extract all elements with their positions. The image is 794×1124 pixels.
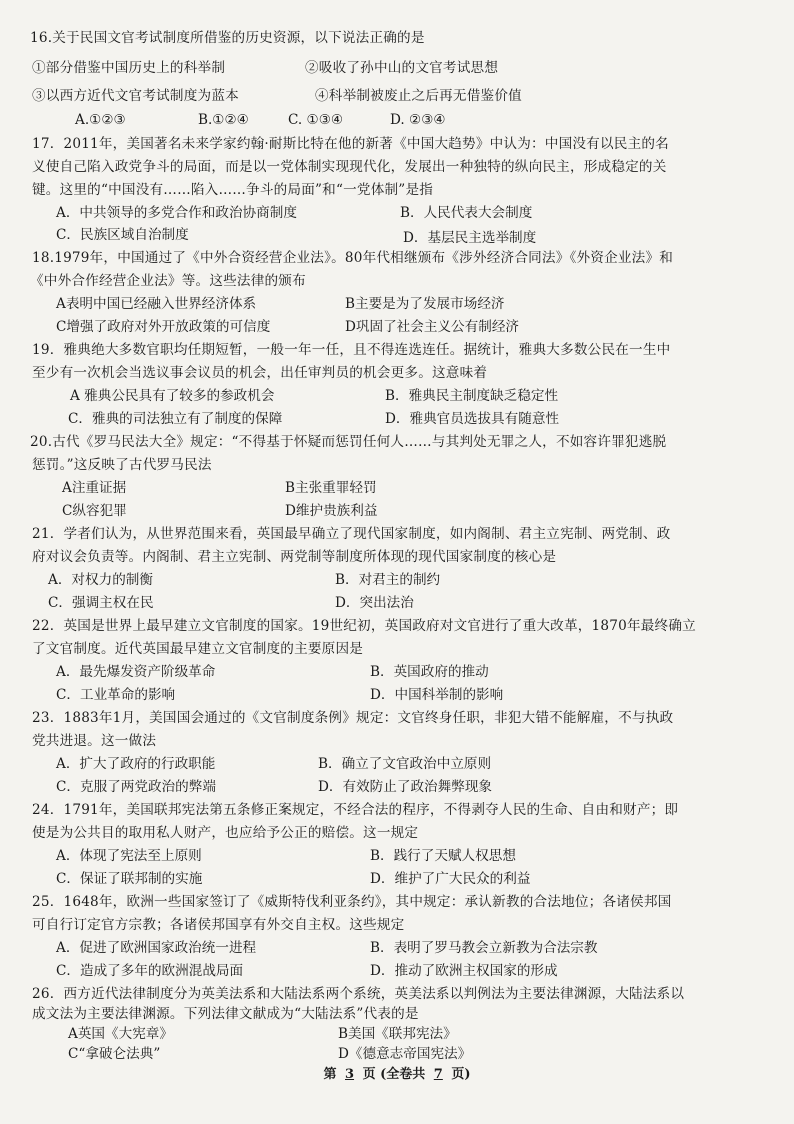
q16-option-c: C. ①③④ bbox=[288, 112, 344, 128]
q20-option-b: B主张重罪轻罚 bbox=[285, 480, 377, 496]
footer-prefix: 第 bbox=[323, 1067, 337, 1082]
q16-option-b: B.①②④ bbox=[198, 112, 249, 128]
q16-statement-4: ④科举制被废止之后再无借鉴价值 bbox=[315, 88, 522, 104]
q23-stem-line-2: 党共进退。这一做法 bbox=[32, 733, 157, 749]
q22-stem-line-1: 22．英国是世界上最早建立文官制度的国家。19世纪初，英国政府对文官进行了重大改革，1870年最终确立 bbox=[32, 618, 696, 634]
q25-option-d: D．推动了欧洲主权国家的形成 bbox=[370, 963, 558, 979]
q21-option-c: C．强调主权在民 bbox=[48, 595, 154, 611]
q17-option-c: C．民族区域自治制度 bbox=[56, 227, 189, 243]
q23-option-c: C．克服了两党政治的弊端 bbox=[56, 779, 216, 795]
q16-option-a: A.①②③ bbox=[75, 112, 126, 128]
q17-stem-line-1: 17．2011年，美国著名未来学家约翰·耐斯比特在他的新著《中国大趋势》中认为：中国没有以民主的名 bbox=[32, 136, 669, 152]
q20-stem-line-2: 惩罚。”这反映了古代罗马民法 bbox=[32, 457, 212, 473]
q22-stem-line-2: 了文官制度。近代英国最早建立文官制度的主要原因是 bbox=[32, 641, 364, 657]
q16-statement-3: ③以西方近代文官考试制度为蓝本 bbox=[32, 88, 239, 104]
q19-option-d: D．雅典官员选拔具有随意性 bbox=[385, 411, 560, 427]
q26-option-a: A英国《大宪章》 bbox=[68, 1026, 173, 1042]
q16-stem-line-1: 16.关于民国文官考试制度所借鉴的历史资源，以下说法正确的是 bbox=[30, 30, 425, 46]
q19-option-b: B．雅典民主制度缺乏稳定性 bbox=[385, 388, 559, 404]
q16-statement-1: ①部分借鉴中国历史上的科举制 bbox=[32, 60, 226, 76]
q26-stem-line-2: 成文法为主要法律渊源。下列法律文献成为“大陆法系”代表的是 bbox=[32, 1006, 419, 1022]
q24-option-b: B．践行了天赋人权思想 bbox=[370, 848, 516, 864]
q25-option-b: B．表明了罗马教会立新教为合法宗教 bbox=[370, 940, 598, 956]
q20-stem-line-1: 20.古代《罗马民法大全》规定：“不得基于怀疑而惩罚任何人……与其判处无罪之人，不如容许罪犯逃脱 bbox=[30, 434, 667, 450]
footer-middle: 页 (全卷共 bbox=[362, 1067, 426, 1082]
q26-option-c: C“拿破仑法典” bbox=[68, 1046, 161, 1062]
q18-stem-line-2: 《中外合作经营企业法》等。这些法律的颁布 bbox=[30, 273, 306, 289]
page-footer bbox=[0, 1063, 794, 1082]
q18-option-d: D巩固了社会主义公有制经济 bbox=[345, 319, 520, 335]
q16-statement-2: ②吸收了孙中山的文官考试思想 bbox=[305, 60, 499, 76]
q20-option-d: D维护贵族利益 bbox=[285, 503, 378, 519]
q19-stem-line-1: 19．雅典绝大多数官职均任期短暂，一般一年一任，且不得连选连任。据统计，雅典大多数公民在一生中 bbox=[32, 342, 671, 358]
q20-option-a: A注重证据 bbox=[62, 480, 127, 496]
q26-stem-line-1: 26．西方近代法律制度分为英美法系和大陆法系两个系统，英美法系以判例法为主要法律渊源，大陆法系以 bbox=[32, 986, 685, 1002]
q18-option-c: C增强了政府对外开放政策的可信度 bbox=[56, 319, 271, 335]
q21-option-b: B．对君主的制约 bbox=[335, 572, 441, 588]
q19-option-a: A 雅典公民具有了较多的参政机会 bbox=[70, 388, 275, 404]
q18-stem-line-1: 18.1979年，中国通过了《中外合资经营企业法》。80年代相继颁布《涉外经济合同法》《外资企业法》和 bbox=[32, 250, 674, 266]
q16-option-d: D. ②③④ bbox=[390, 112, 446, 128]
q20-option-c: C纵容犯罪 bbox=[62, 503, 127, 519]
q23-option-d: D．有效防止了政治舞弊现象 bbox=[318, 779, 493, 795]
q17-stem-line-2: 义使自己陷入政党争斗的局面，而是以一党体制实现现代化，发展出一种独特的纵向民主，形成稳定的关 bbox=[32, 159, 667, 175]
q24-stem-line-1: 24．1791年，美国联邦宪法第五条修正案规定，不经合法的程序，不得剥夺人民的生命、自由和财产；即 bbox=[32, 802, 679, 818]
footer-page-number: 3 bbox=[345, 1067, 355, 1082]
q25-stem-line-2: 可自行订定官方宗教；各诸侯邦国享有外交自主权。这些规定 bbox=[32, 917, 405, 933]
q18-option-b: B主要是为了发展市场经济 bbox=[345, 296, 505, 312]
q22-option-b: B．英国政府的推动 bbox=[370, 664, 489, 680]
q24-option-c: C．保证了联邦制的实施 bbox=[56, 871, 203, 887]
q17-option-d: D．基层民主选举制度 bbox=[403, 230, 537, 246]
q26-option-b: B美国《联邦宪法》 bbox=[338, 1026, 457, 1042]
q25-stem-line-1: 25．1648年，欧洲一些国家签订了《威斯特伐利亚条约》，其中规定：承认新教的合法地位；各诸侯邦国 bbox=[32, 894, 672, 910]
q24-stem-line-2: 使是为公共目的取用私人财产，也应给予公正的赔偿。这一规定 bbox=[32, 825, 419, 841]
q22-option-a: A．最先爆发资产阶级革命 bbox=[56, 664, 216, 680]
q21-option-a: A．对权力的制衡 bbox=[48, 572, 153, 588]
q21-stem-line-2: 府对议会负责等。内阁制、君主立宪制、两党制等制度所体现的现代国家制度的核心是 bbox=[32, 549, 557, 565]
q19-stem-line-2: 至少有一次机会当选议事会议员的机会，出任审判员的机会更多。这意味着 bbox=[32, 365, 488, 381]
q17-stem-line-3: 键。这里的“中国没有……陷入……争斗的局面”和“一党体制”是指 bbox=[32, 182, 434, 198]
q18-option-a: A表明中国已经融入世界经济体系 bbox=[56, 296, 257, 312]
q21-stem-line-1: 21．学者们认为，从世界范围来看，英国最早确立了现代国家制度，如内阁制、君主立宪制、两党制、政 bbox=[32, 526, 671, 542]
footer-total-pages: 7 bbox=[433, 1067, 443, 1082]
q17-option-b: B．人民代表大会制度 bbox=[400, 205, 533, 221]
q23-stem-line-1: 23．1883年1月，美国国会通过的《文官制度条例》规定：文官终身任职，非犯大错不能解雇，不与执政 bbox=[32, 710, 674, 726]
q21-option-d: D．突出法治 bbox=[335, 595, 414, 611]
q23-option-a: A．扩大了政府的行政职能 bbox=[56, 756, 216, 772]
q22-option-c: C．工业革命的影响 bbox=[56, 687, 176, 703]
q17-option-a: A．中共领导的多党合作和政治协商制度 bbox=[56, 205, 297, 221]
q24-option-d: D．维护了广大民众的利益 bbox=[370, 871, 531, 887]
q24-option-a: A．体现了宪法至上原则 bbox=[56, 848, 202, 864]
q23-option-b: B．确立了文官政治中立原则 bbox=[318, 756, 492, 772]
q25-option-a: A．促进了欧洲国家政治统一进程 bbox=[56, 940, 257, 956]
q19-option-c: C．雅典的司法独立有了制度的保障 bbox=[68, 411, 283, 427]
q25-option-c: C．造成了多年的欧洲混战局面 bbox=[56, 963, 244, 979]
footer-suffix: 页) bbox=[451, 1067, 471, 1082]
q22-option-d: D．中国科举制的影响 bbox=[370, 687, 504, 703]
q26-option-d: D《德意志帝国宪法》 bbox=[338, 1046, 472, 1062]
